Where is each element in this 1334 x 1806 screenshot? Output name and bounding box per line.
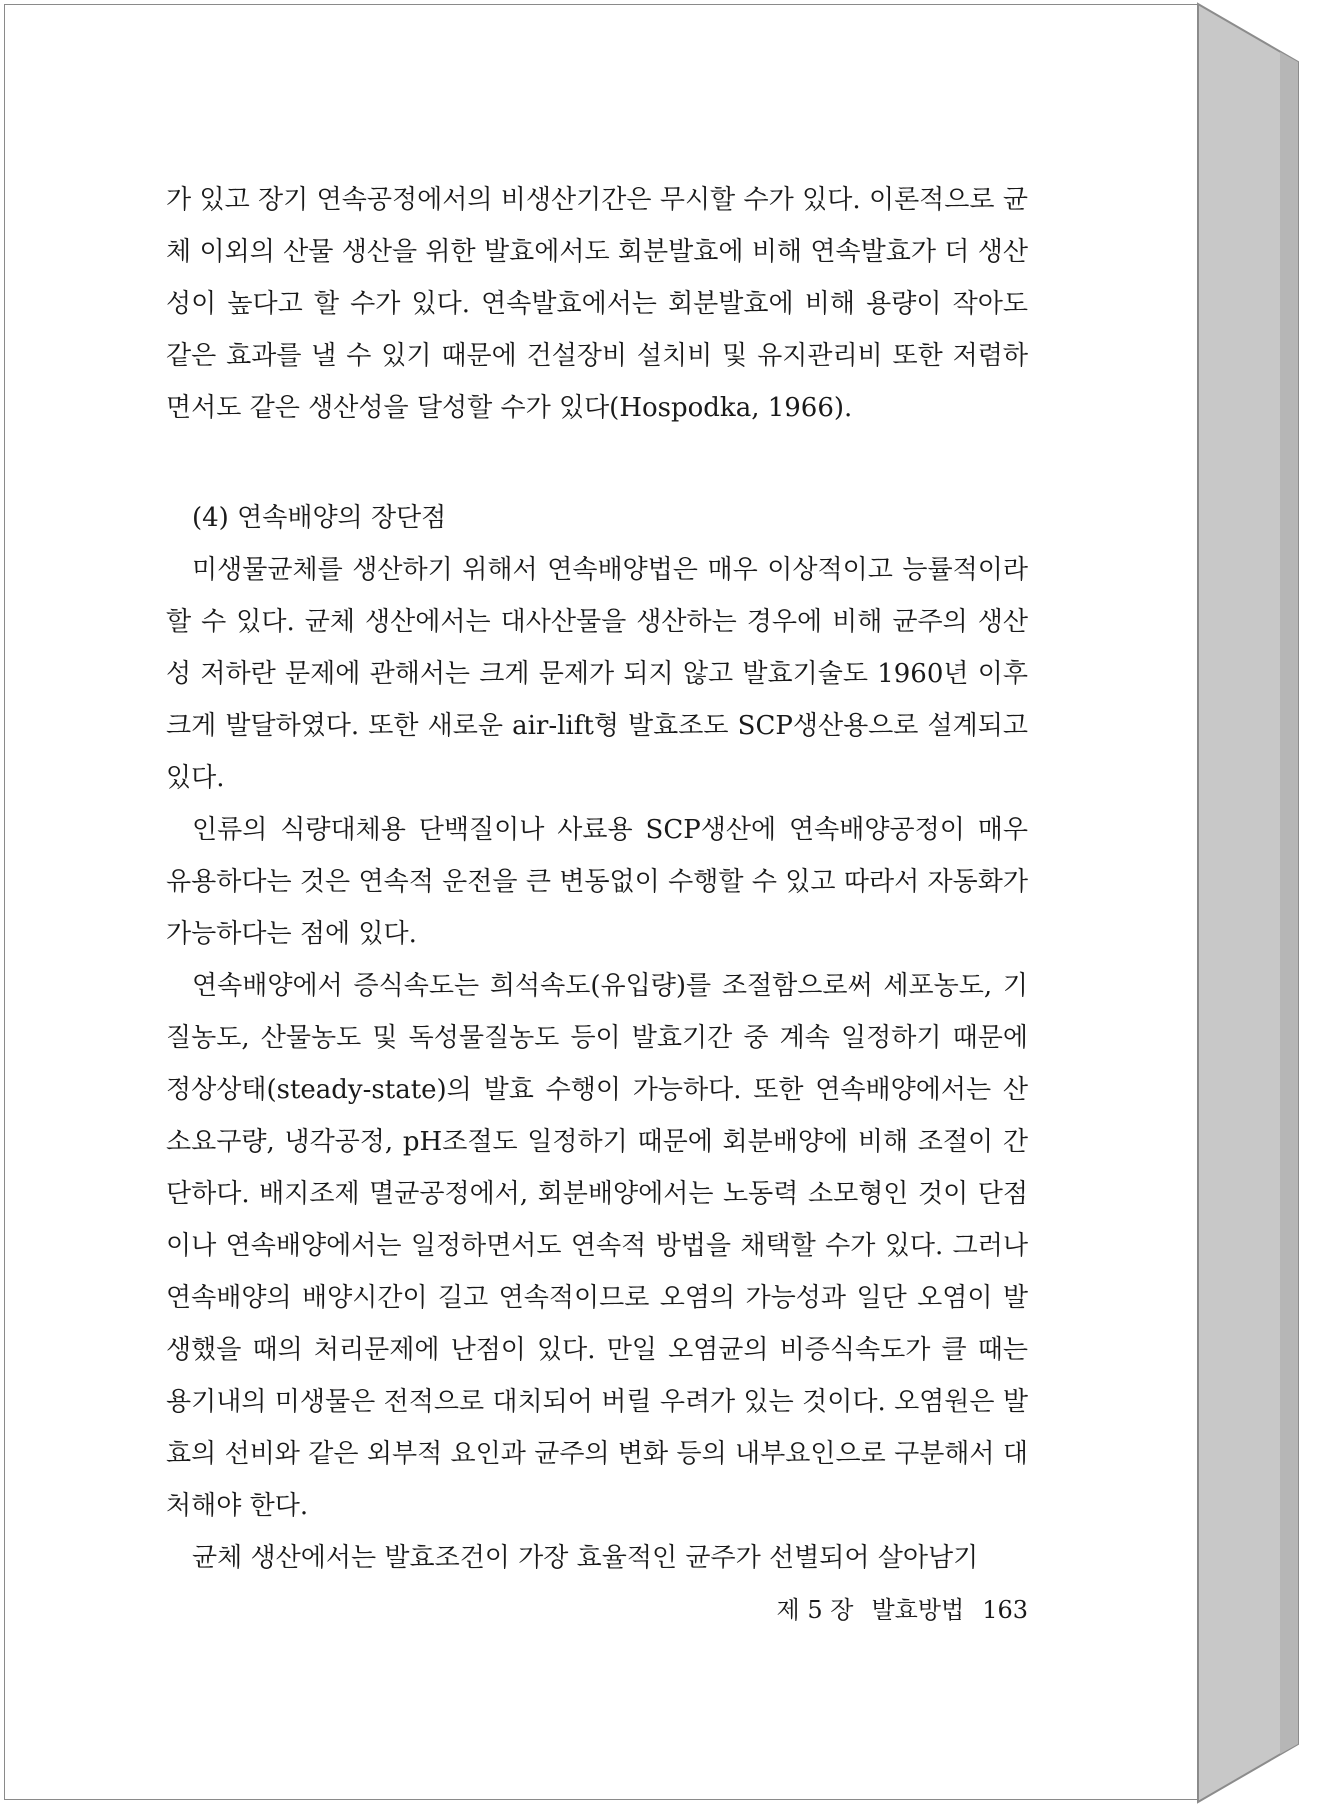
footer-chapter: 제 5 장 — [776, 1596, 854, 1624]
page-body — [166, 174, 1028, 1584]
paragraph-3: 연속배양에서 증식속도는 희석속도(유입량)를 조절함으로써 세포농도, 기질농도, 산물농도 및 독성물질농도 등이 발효기간 중 계속 일정하기 때문에 정상상태(steady-state)의 발효 수행이 가능하다. 또한 연속배양에서는 산소요구량, 냉각공정, pH조절도 일정하기 때문에 회분배양에 비해 조절이 간단하다. 배지조제 멸균공정에서, 회분배양에서는 노동력 소모형인 것이 단점이나 연속배양에서는 일정하면서도 연속적 방법을 채택할 수가 있다. 그러나 연속배양의 배양시간이 길고 연속적이므로 오염의 가능성과 일단 오염이 발생했을 때의 처리문제에 난점이 있다. 만일 오염균의 비증식속도가 클 때는 용기내의 미생물은 전적으로 대치되어 버릴 우려가 있는 것이다. 오염원은 발효의 선비와 같은 외부적 요인과 균주의 변화 등의 내부요인으로 구분해서 대처해야 한다. — [166, 971, 1028, 1521]
section-heading: (4) 연속배양의 장단점 — [192, 503, 447, 533]
paragraph-2: 인류의 식량대체용 단백질이나 사료용 SCP생산에 연속배양공정이 매우 유용하다는 것은 연속적 운전을 큰 변동없이 수행할 수 있고 따라서 자동화가 가능하다는 점에 있다. — [166, 815, 1028, 949]
paragraph-4: 균체 생산에서는 발효조건이 가장 효율적인 균주가 선별되어 살아남기 — [192, 1543, 979, 1573]
book-spine-shade — [1280, 52, 1298, 1754]
paragraph-continuation: 가 있고 장기 연속공정에서의 비생산기간은 무시할 수가 있다. 이론적으로 균체 이외의 산물 생산을 위한 발효에서도 회분발효에 비해 연속발효가 더 생산성이 높다고 할 수가 있다. 연속발효에서는 회분발효에 비해 용량이 작아도 같은 효과를 낼 수 있기 때문에 건설장비 설치비 및 유지관리비 또한 저렴하면서도 같은 생산성을 달성할 수가 있다(Hospodka, 1966). — [166, 185, 1028, 423]
page-number: 163 — [982, 1596, 1028, 1624]
paragraph-1: 미생물균체를 생산하기 위해서 연속배양법은 매우 이상적이고 능률적이라 할 수 있다. 균체 생산에서는 대사산물을 생산하는 경우에 비해 균주의 생산성 저하란 문제에 관해서는 크게 문제가 되지 않고 발효기술도 1960년 이후 크게 발달하였다. 또한 새로운 air-lift형 발효조도 SCP생산용으로 설계되고 있다. — [166, 555, 1028, 793]
footer-chapter-title: 발효방법 — [871, 1596, 965, 1624]
page-footer — [738, 1590, 1028, 1625]
